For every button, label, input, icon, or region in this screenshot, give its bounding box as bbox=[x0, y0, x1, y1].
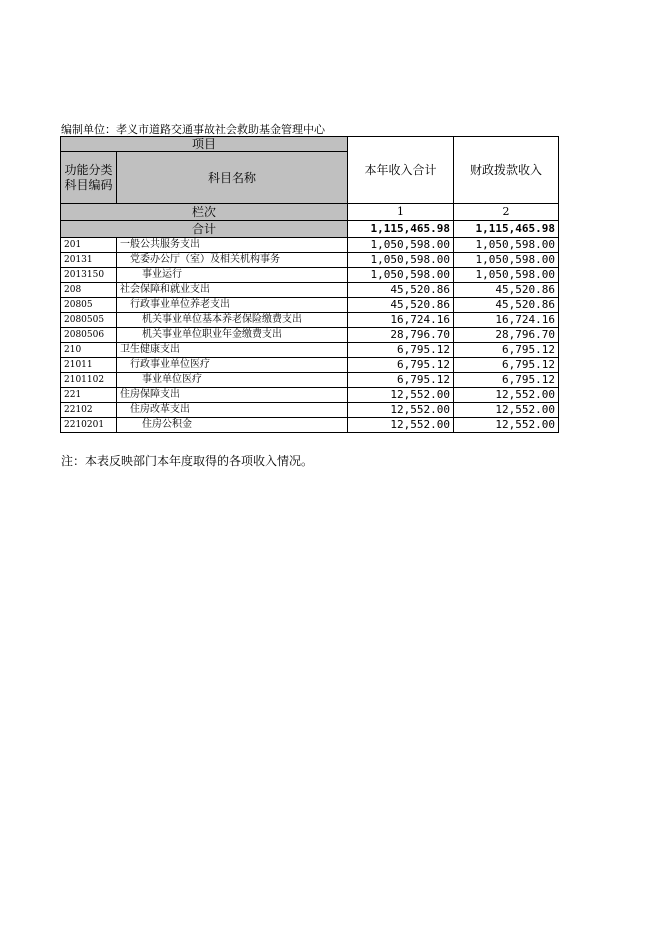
row-name: 事业运行 bbox=[117, 268, 348, 283]
table-row bbox=[61, 373, 559, 388]
header-income-total: 本年收入合计 bbox=[348, 137, 454, 204]
table-note: 注：本表反映部门本年度取得的各项收入情况。 bbox=[61, 454, 314, 468]
table-row bbox=[61, 283, 559, 298]
row-name: 机关事业单位基本养老保险缴费支出 bbox=[117, 313, 348, 328]
index-label: 栏次 bbox=[61, 204, 348, 221]
row-name: 住房保障支出 bbox=[117, 388, 348, 403]
table-row bbox=[61, 343, 559, 358]
row-fiscal: 12,552.00 bbox=[454, 418, 559, 433]
header-row-item bbox=[61, 137, 559, 152]
row-income-total: 1,050,598.00 bbox=[348, 253, 454, 268]
row-code: 221 bbox=[61, 388, 117, 403]
total-fiscal: 1,115,465.98 bbox=[454, 221, 559, 238]
table-row bbox=[61, 268, 559, 283]
index-col1: 1 bbox=[348, 204, 454, 221]
row-name: 住房改革支出 bbox=[117, 403, 348, 418]
row-fiscal: 16,724.16 bbox=[454, 313, 559, 328]
row-fiscal: 1,050,598.00 bbox=[454, 268, 559, 283]
header-fiscal: 财政拨款收入 bbox=[454, 137, 559, 204]
row-code: 21011 bbox=[61, 358, 117, 373]
table-row bbox=[61, 298, 559, 313]
row-income-total: 6,795.12 bbox=[348, 358, 454, 373]
row-fiscal: 6,795.12 bbox=[454, 373, 559, 388]
row-code: 2080505 bbox=[61, 313, 117, 328]
row-code: 2080506 bbox=[61, 328, 117, 343]
income-table bbox=[60, 136, 559, 433]
row-code: 20805 bbox=[61, 298, 117, 313]
row-name: 行政事业单位养老支出 bbox=[117, 298, 348, 313]
row-income-total: 45,520.86 bbox=[348, 283, 454, 298]
row-name: 卫生健康支出 bbox=[117, 343, 348, 358]
table-row bbox=[61, 328, 559, 343]
row-income-total: 1,050,598.00 bbox=[348, 238, 454, 253]
row-fiscal: 28,796.70 bbox=[454, 328, 559, 343]
row-name: 一般公共服务支出 bbox=[117, 238, 348, 253]
row-name: 住房公积金 bbox=[117, 418, 348, 433]
total-row bbox=[61, 221, 559, 238]
row-fiscal: 1,050,598.00 bbox=[454, 238, 559, 253]
row-income-total: 12,552.00 bbox=[348, 403, 454, 418]
header-item: 项目 bbox=[61, 137, 348, 152]
row-code: 2210201 bbox=[61, 418, 117, 433]
row-income-total: 6,795.12 bbox=[348, 373, 454, 388]
total-label: 合计 bbox=[61, 221, 348, 238]
row-code: 208 bbox=[61, 283, 117, 298]
row-income-total: 16,724.16 bbox=[348, 313, 454, 328]
row-name: 行政事业单位医疗 bbox=[117, 358, 348, 373]
row-income-total: 12,552.00 bbox=[348, 388, 454, 403]
table-row bbox=[61, 253, 559, 268]
row-income-total: 28,796.70 bbox=[348, 328, 454, 343]
row-fiscal: 45,520.86 bbox=[454, 298, 559, 313]
row-code: 22102 bbox=[61, 403, 117, 418]
index-col2: 2 bbox=[454, 204, 559, 221]
row-fiscal: 45,520.86 bbox=[454, 283, 559, 298]
row-code: 20131 bbox=[61, 253, 117, 268]
row-fiscal: 6,795.12 bbox=[454, 343, 559, 358]
row-name: 党委办公厅（室）及相关机构事务 bbox=[117, 253, 348, 268]
index-row bbox=[61, 204, 559, 221]
row-name: 社会保障和就业支出 bbox=[117, 283, 348, 298]
table-row bbox=[61, 313, 559, 328]
row-code: 210 bbox=[61, 343, 117, 358]
table-row bbox=[61, 238, 559, 253]
row-fiscal: 1,050,598.00 bbox=[454, 253, 559, 268]
table-row bbox=[61, 358, 559, 373]
table-row bbox=[61, 403, 559, 418]
table-row bbox=[61, 388, 559, 403]
row-code: 2013150 bbox=[61, 268, 117, 283]
row-income-total: 1,050,598.00 bbox=[348, 268, 454, 283]
row-fiscal: 12,552.00 bbox=[454, 388, 559, 403]
row-income-total: 12,552.00 bbox=[348, 418, 454, 433]
row-name: 机关事业单位职业年金缴费支出 bbox=[117, 328, 348, 343]
row-code: 201 bbox=[61, 238, 117, 253]
row-fiscal: 12,552.00 bbox=[454, 403, 559, 418]
header-code: 功能分类科目编码 bbox=[61, 152, 117, 204]
row-income-total: 6,795.12 bbox=[348, 343, 454, 358]
header-name: 科目名称 bbox=[117, 152, 348, 204]
compiling-unit: 编制单位：孝义市道路交通事故社会救助基金管理中心 bbox=[61, 123, 325, 136]
row-name: 事业单位医疗 bbox=[117, 373, 348, 388]
table-row bbox=[61, 418, 559, 433]
row-code: 2101102 bbox=[61, 373, 117, 388]
total-income: 1,115,465.98 bbox=[348, 221, 454, 238]
row-income-total: 45,520.86 bbox=[348, 298, 454, 313]
row-fiscal: 6,795.12 bbox=[454, 358, 559, 373]
